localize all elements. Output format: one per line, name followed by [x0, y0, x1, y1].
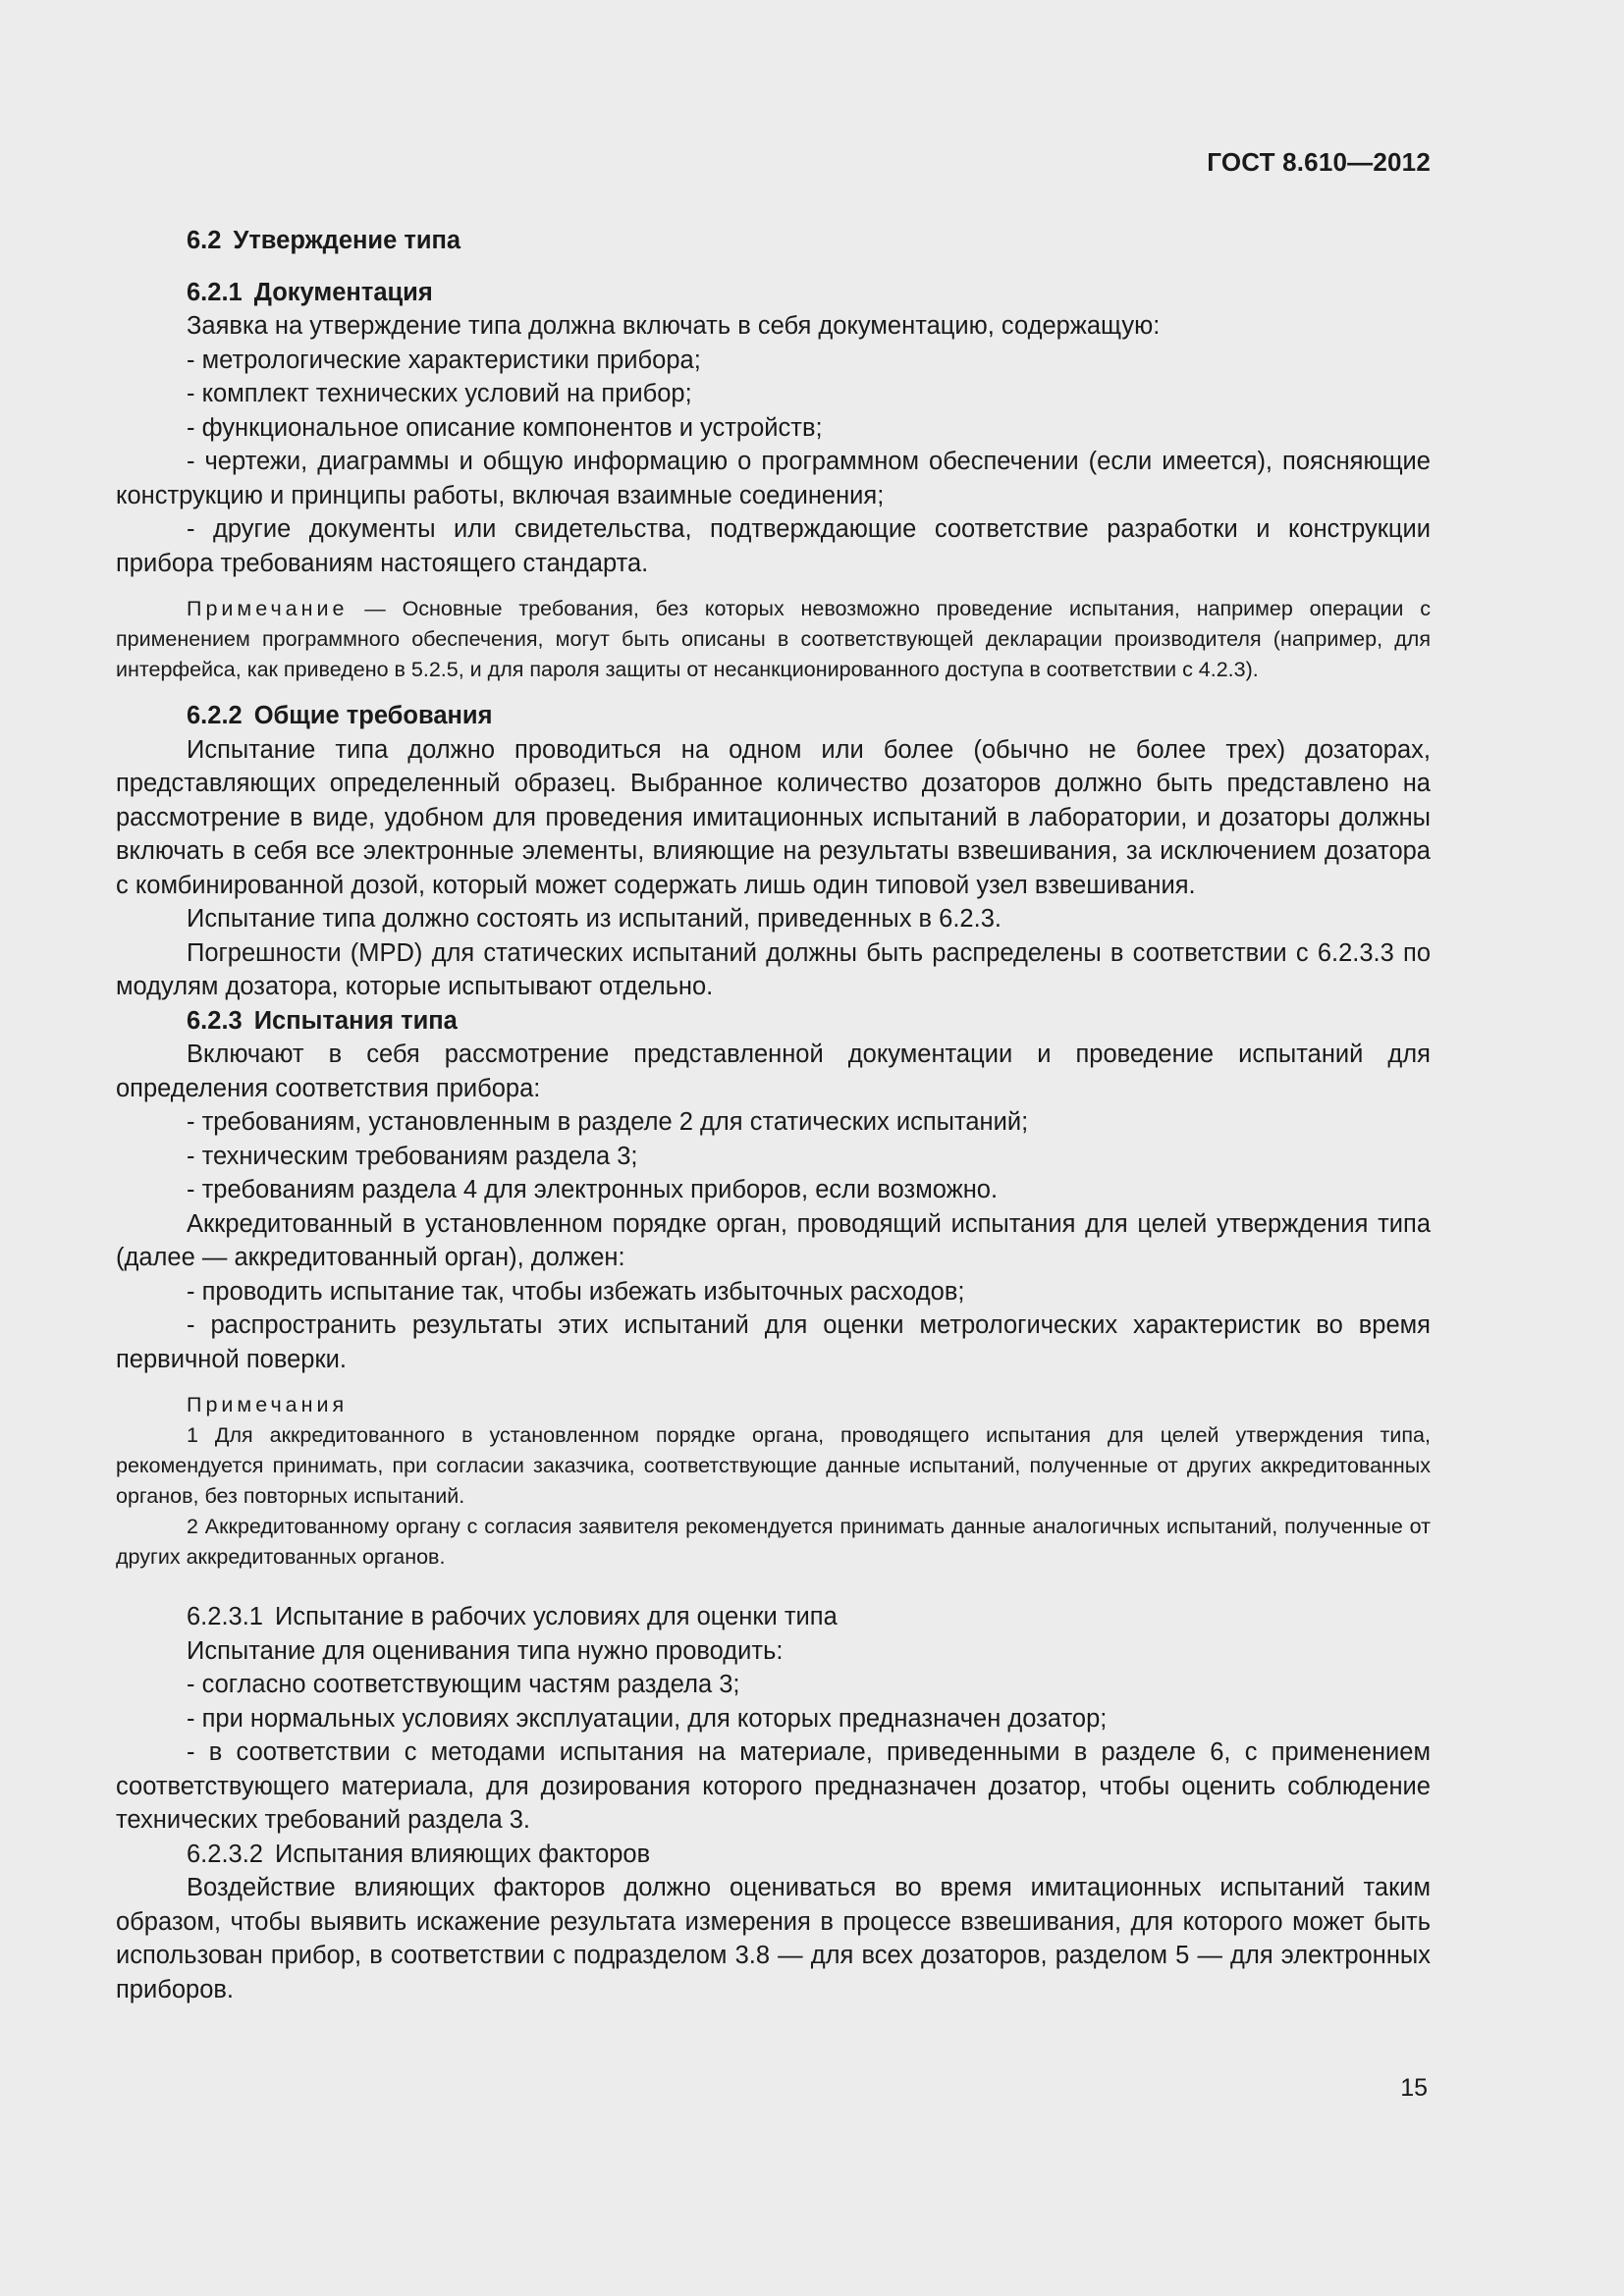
section-heading-6-2-3: 6.2.3 Испытания типа	[187, 1006, 458, 1035]
list-item: - техническим требованиям раздела 3;	[187, 1142, 638, 1170]
list-item: - требованиям, установленным в разделе 2 для статических испытаний;	[187, 1108, 1029, 1136]
document-code: ГОСТ 8.610—2012	[1207, 147, 1431, 177]
list-item: - другие документы или свидетельства, подтверждающие соответствие разработки и конструкции прибора требованиям настоящего стандарта.	[116, 515, 1431, 577]
list-item: - чертежи, диаграммы и общую информацию о программном обеспечении (если имеется), поясняющие конструкцию и принципы работы, включая взаимные соединения;	[116, 448, 1431, 509]
list-item: - комплект технических условий на прибор;	[187, 380, 692, 407]
list-item: - требованиям раздела 4 для электронных приборов, если возможно.	[187, 1176, 999, 1203]
list-item: - при нормальных условиях эксплуатации, для которых предназначен дозатор;	[187, 1704, 1108, 1733]
note-text: — Основные требования, без которых невозможно проведение испытания, например операции с применением программного обеспечения, могут быть описаны в соответствующей декларации производителя (например, для интерфейса, как приведено в 5.2.5, и для пароля защиты от несанкционированного доступа в соответствии с 4.2.3).	[116, 597, 1431, 681]
paragraph: Погрешности (MPD) для статических испытаний должны быть распределены в соответствии с 6.2.3.3 по модулям дозатора, которые испытывают отдельно.	[116, 938, 1431, 1000]
list-item: - функциональное описание компонентов и устройств;	[187, 413, 823, 442]
list-item: - согласно соответствующим частям раздела 3;	[187, 1671, 740, 1698]
section-heading-6-2: 6.2 Утверждение типа	[187, 227, 461, 254]
paragraph: Заявка на утверждение типа должна включать в себя документацию, содержащую:	[187, 312, 1161, 340]
section-heading-6-2-2: 6.2.2 Общие требования	[187, 702, 493, 729]
section-heading-6-2-1: 6.2.1 Документация	[187, 278, 433, 306]
list-item: - в соответствии с методами испытания на материале, приведенными в разделе 6, с применением соответствующего материала, для дозирования которого предназначен дозатор, чтобы оценить соблюдение технических требований раздела 3.	[116, 1738, 1431, 1834]
paragraph: Аккредитованный в установленном порядке орган, проводящий испытания для целей утверждения типа (далее — аккредитованный орган), должен:	[116, 1209, 1431, 1271]
paragraph: Включают в себя рассмотрение представленной документации и проведение испытаний для определения соответствия прибора:	[116, 1041, 1431, 1102]
paragraph: Испытание типа должно состоять из испытаний, приведенных в 6.2.3.	[187, 905, 1001, 933]
paragraph: Испытание для оценивания типа нужно проводить:	[187, 1636, 784, 1665]
list-item: - метрологические характеристики прибора;	[187, 346, 701, 374]
list-item: - распространить результаты этих испытаний для оценки метрологических характеристик во время первичной поверки.	[116, 1311, 1431, 1373]
page-number: 15	[1400, 2074, 1428, 2102]
section-heading-6-2-3-1: 6.2.3.1 Испытание в рабочих условиях для оценки типа	[187, 1603, 838, 1630]
note-item: 1 Для аккредитованного в установленном порядке органа, проводящего испытания для целей утверждения типа, рекомендуется принимать, при согласии заказчика, соответствующие данные испытаний, полученные от других аккредитованных органов, без повторных испытаний.	[116, 1423, 1431, 1508]
list-item: - проводить испытание так, чтобы избежать избыточных расходов;	[187, 1277, 965, 1306]
paragraph: Воздействие влияющих факторов должно оцениваться во время имитационных испытаний таким образом, чтобы выявить искажение результата измерения в процессе взвешивания, для которого может быть использован прибор, в соответствии с подразделом 3.8 — для всех дозаторов, разделом 5 — для электронных приборов.	[116, 1874, 1431, 2003]
page-content	[116, 224, 1431, 2006]
note-6-2-1	[116, 594, 1431, 685]
note-label: Примечание	[187, 597, 349, 620]
paragraph: Испытание типа должно проводиться на одном или более (обычно не более трех) дозаторах, представляющих определенный образец. Выбранное количество дозаторов должно быть представлено на рассмотрение в виде, удобном для проведения имитационных испытаний в лаборатории, и дозаторы должны включать в себя все электронные элементы, влияющие на результаты взвешивания, за исключением дозатора с комбинированной дозой, который может содержать лишь один типовой узел взвешивания.	[116, 735, 1431, 899]
section-heading-6-2-3-2: 6.2.3.2 Испытания влияющих факторов	[187, 1840, 651, 1868]
note-item: 2 Аккредитованному органу с согласия заявителя рекомендуется принимать данные аналогичных испытаний, полученные от других аккредитованных органов.	[116, 1515, 1431, 1569]
notes-label: Примечания	[187, 1393, 349, 1416]
